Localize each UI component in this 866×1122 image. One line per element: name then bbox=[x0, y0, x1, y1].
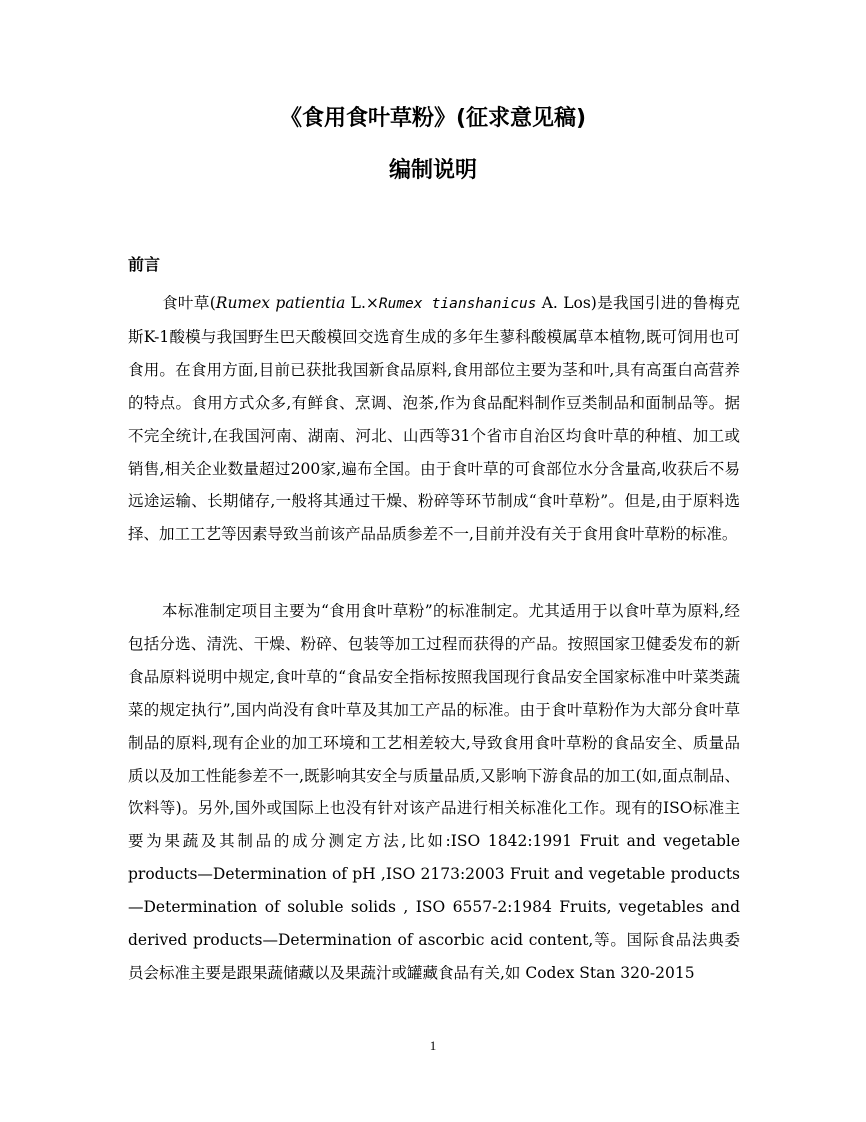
para1-body: )是我国引进的鲁梅克斯K-1酸模与我国野生巴天酸模回交选育生成的多年生蓼科酸模属草本植物,既可饲用也可食用。在食用方面,目前已获批我国新食品原料,食用部位主要为茎和叶,具有高蛋白高营养的特点。食用方式众多,有鲜食、烹调、泡茶,作为食品配料制作豆类制品和面制品等。据不完全统计,在我国河南、湖南、河北、山西等31个省市自治区均食叶草的种植、加工或销售,相关企业数量超过200家,遍布全国。由于食叶草的可食部位水分含量高,收获后不易远途运输、长期储存,一般将其通过干燥、粉碎等环节制成“食叶草粉”。但是,由于原料选择、加工工艺等因素导致当前该产品品质参差不一,目前并没有关于食用食叶草粉的标准。 bbox=[128, 294, 740, 544]
page-number: 1 bbox=[429, 1038, 437, 1053]
species-name-1: Rumex patientia bbox=[215, 294, 346, 312]
para1-lead: 食叶草( bbox=[162, 294, 216, 312]
section-heading: 前言 bbox=[128, 255, 161, 274]
paragraph-intro bbox=[128, 287, 740, 551]
species-author-2: A. Los bbox=[536, 294, 591, 312]
paragraph-scope: 本标准制定项目主要为“食用食叶草粉”的标准制定。尤其适用于以食叶草为原料,经包括分选、清洗、干燥、粉碎、包装等加工过程而获得的产品。按照国家卫健委发布的新食品原料说明中规定,食叶草的“食品安全指标按照我国现行食品安全国家标准中叶菜类蔬菜的规定执行”,国内尚没有食叶草及其加工产品的标准。由于食叶草粉作为大部分食叶草制品的原料,现有企业的加工环境和工艺相差较大,导致食用食叶草粉的食品安全、质量品质以及加工性能参差不一,既影响其安全与质量品质,又影响下游食品的加工(如,面点制品、饮料等)。另外,国外或国际上也没有针对该产品进行相关标准化工作。现有的ISO标准主要为果蔬及其制品的成分测定方法,比如:ISO 1842:1991 Fruit and vegetable products—Determination of pH ,ISO 2173:2003 Fruit and vegetable products—Determination of soluble solids , ISO 6557-2:1984 Fruits, vegetables and derived products—Determination of ascorbic acid content,等。国际食品法典委员会标准主要是跟果蔬储藏以及果蔬汁或罐藏食品有关,如 Codex Stan 320-2015 bbox=[128, 602, 740, 982]
document-subtitle: 编制说明 bbox=[388, 158, 477, 183]
document-title: 《食用食叶草粉》(征求意见稿) bbox=[279, 106, 587, 131]
species-name-2: Rumex tianshanicus bbox=[378, 296, 537, 312]
species-author-1: L.× bbox=[345, 294, 379, 312]
